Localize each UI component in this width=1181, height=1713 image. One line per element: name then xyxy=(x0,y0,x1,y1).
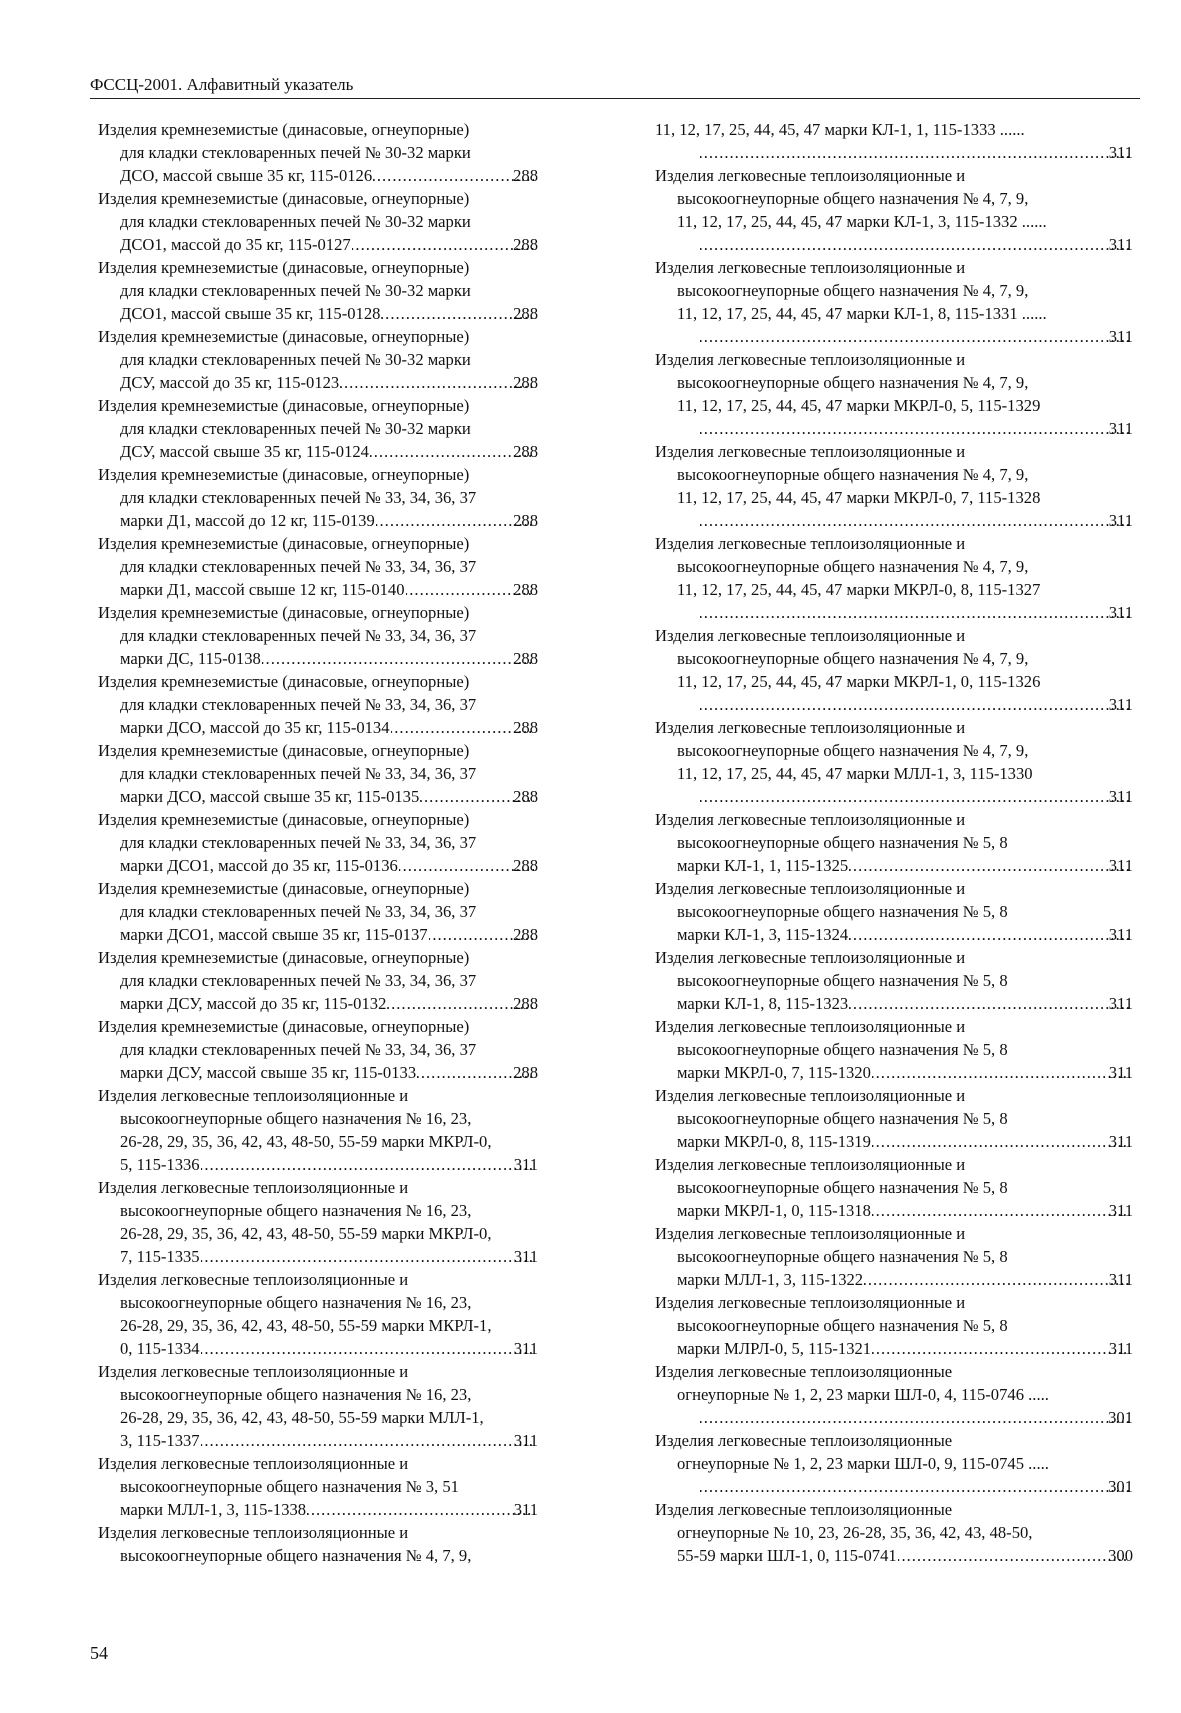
index-entry-leader xyxy=(120,716,538,739)
index-entry xyxy=(98,1268,538,1360)
index-entry-line: 11, 12, 17, 25, 44, 45, 47 марки МЛЛ-1, 3, 115-1330 xyxy=(677,764,1033,783)
index-page-ref: 288 xyxy=(513,1063,538,1082)
index-entry-line: высокоогнеупорные общего назначения № 5, 8 xyxy=(677,1178,1008,1197)
index-entry-line: высокоогнеупорные общего назначения № 4, 7, 9, xyxy=(677,649,1029,668)
dot-leader xyxy=(898,1544,1129,1567)
index-entry-line: высокоогнеупорные общего назначения № 5, 8 xyxy=(677,1316,1008,1335)
index-entry-line: для кладки стекловаренных печей № 33, 34, 36, 37 xyxy=(120,557,477,576)
index-column-left xyxy=(98,118,538,1567)
index-entry xyxy=(655,440,1133,532)
dot-leader xyxy=(201,1153,535,1176)
index-entry-line: Изделия кремнеземистые (динасовые, огнеупорные) xyxy=(98,672,470,691)
index-entry-line: высокоогнеупорные общего назначения № 4, 7, 9, xyxy=(677,373,1029,392)
index-entry-line: Изделия легковесные теплоизоляционные и xyxy=(98,1086,409,1105)
index-entry xyxy=(655,1291,1133,1360)
index-entry-line: Изделия кремнеземистые (динасовые, огнеупорные) xyxy=(98,603,470,622)
index-entry-tail: марки ДСО, массой до 35 кг, 115-0134 xyxy=(120,718,390,737)
index-entry xyxy=(655,716,1133,808)
dot-leader xyxy=(262,647,534,670)
index-entry xyxy=(655,1015,1133,1084)
index-entry-tail: марки МЛЛ-1, 3, 115-1338 xyxy=(120,1500,307,1519)
index-entry-leader xyxy=(120,509,538,532)
index-entry-line: 26-28, 29, 35, 36, 42, 43, 48-50, 55-59 марки МКРЛ-0, xyxy=(120,1132,492,1151)
index-entry-line: высокоогнеупорные общего назначения № 4, 7, 9, xyxy=(677,741,1029,760)
index-page-ref: 311 xyxy=(1108,1270,1133,1289)
index-page-ref: 311 xyxy=(1108,419,1133,438)
index-entry-line: Изделия легковесные теплоизоляционные и xyxy=(655,626,966,645)
dot-leader xyxy=(700,141,1130,164)
index-entry-line: Изделия кремнеземистые (динасовые, огнеупорные) xyxy=(98,1017,470,1036)
index-entry-tail: марки МКРЛ-0, 8, 115-1319 xyxy=(677,1132,871,1151)
index-entry-leader xyxy=(120,785,538,808)
index-page-ref: 311 xyxy=(1108,1201,1133,1220)
index-entry-leader xyxy=(677,1268,1133,1291)
index-entry xyxy=(98,1176,538,1268)
index-entry-leader xyxy=(677,785,1133,808)
index-page-ref: 288 xyxy=(513,235,538,254)
dot-leader xyxy=(864,1268,1130,1291)
index-entry xyxy=(98,946,538,1015)
index-entry xyxy=(655,1498,1133,1567)
index-column-right xyxy=(655,118,1133,1567)
index-entry-line: Изделия легковесные теплоизоляционные и xyxy=(98,1523,409,1542)
index-entry-line: высокоогнеупорные общего назначения № 5, 8 xyxy=(677,1247,1008,1266)
index-page-ref: 311 xyxy=(1108,695,1133,714)
index-page-ref: 311 xyxy=(1108,787,1133,806)
index-entry xyxy=(98,739,538,808)
index-entry-line: высокоогнеупорные общего назначения № 4, 7, 9, xyxy=(677,281,1029,300)
index-entry-line: Изделия легковесные теплоизоляционные и xyxy=(98,1454,409,1473)
index-entry-line: для кладки стекловаренных печей № 33, 34, 36, 37 xyxy=(120,764,477,783)
index-entry-line: 11, 12, 17, 25, 44, 45, 47 марки МКРЛ-1, 0, 115-1326 xyxy=(677,672,1041,691)
index-page-ref: 300 xyxy=(1108,1546,1133,1565)
index-entry-line: Изделия легковесные теплоизоляционные и xyxy=(655,1155,966,1174)
index-entry-tail: марки КЛ-1, 1, 115-1325 xyxy=(677,856,849,875)
index-page-ref: 288 xyxy=(513,994,538,1013)
index-entry xyxy=(98,463,538,532)
index-entry xyxy=(655,624,1133,716)
index-entry-line: высокоогнеупорные общего назначения № 5, 8 xyxy=(677,971,1008,990)
index-entry-tail: ДСО, массой свыше 35 кг, 115-0126 xyxy=(120,166,373,185)
index-entry-line: высокоогнеупорные общего назначения № 16, 23, xyxy=(120,1385,472,1404)
index-entry xyxy=(98,601,538,670)
index-entry-line: высокоогнеупорные общего назначения № 5, 8 xyxy=(677,902,1008,921)
index-entry-leader xyxy=(120,1061,538,1084)
header-title: ФССЦ-2001. Алфавитный указатель xyxy=(90,75,354,94)
index-entry-line: Изделия легковесные теплоизоляционные и xyxy=(655,879,966,898)
index-entry-line: Изделия кремнеземистые (динасовые, огнеупорные) xyxy=(98,948,470,967)
dot-leader xyxy=(201,1337,535,1360)
index-entry-tail: 5, 115-1336 xyxy=(120,1155,200,1174)
index-entry-leader xyxy=(120,1245,538,1268)
index-entry-line: Изделия легковесные теплоизоляционные и xyxy=(655,1017,966,1036)
index-page-ref: 311 xyxy=(513,1247,538,1266)
index-entry xyxy=(98,1360,538,1452)
index-page-ref: 288 xyxy=(513,856,538,875)
index-entry xyxy=(655,1222,1133,1291)
index-page-ref: 311 xyxy=(513,1339,538,1358)
index-entry-leader xyxy=(120,992,538,1015)
dot-leader xyxy=(700,693,1130,716)
index-page-ref: 288 xyxy=(513,925,538,944)
index-entry-line: для кладки стекловаренных печей № 30-32 марки xyxy=(120,350,471,369)
index-entry-line: Изделия кремнеземистые (динасовые, огнеупорные) xyxy=(98,327,470,346)
index-entry xyxy=(655,808,1133,877)
index-entry-tail: марки КЛ-1, 3, 115-1324 xyxy=(677,925,849,944)
dot-leader xyxy=(700,601,1130,624)
index-entry-line: Изделия легковесные теплоизоляционные и xyxy=(655,258,966,277)
index-page-ref: 288 xyxy=(513,649,538,668)
index-entry xyxy=(98,532,538,601)
index-entry-line: Изделия легковесные теплоизоляционные и xyxy=(655,166,966,185)
dot-leader xyxy=(700,325,1130,348)
index-entry-tail: 55-59 марки ШЛ-1, 0, 115-0741 xyxy=(677,1546,897,1565)
index-entry-line: Изделия легковесные теплоизоляционные и xyxy=(655,1293,966,1312)
index-page-ref: 288 xyxy=(513,787,538,806)
index-entry-line: Изделия легковесные теплоизоляционные и xyxy=(655,810,966,829)
index-entry-leader xyxy=(677,1199,1133,1222)
index-entry-leader xyxy=(677,923,1133,946)
index-entry-leader xyxy=(677,1475,1133,1498)
index-entry-tail: марки ДСО1, массой до 35 кг, 115-0136 xyxy=(120,856,398,875)
index-page-ref: 311 xyxy=(513,1500,538,1519)
index-entry xyxy=(98,394,538,463)
index-entry-tail: марки Д1, массой до 12 кг, 115-0139 xyxy=(120,511,375,530)
index-entry-line: Изделия легковесные теплоизоляционные и xyxy=(655,1224,966,1243)
index-entry-line: высокоогнеупорные общего назначения № 3, 51 xyxy=(120,1477,459,1496)
index-entry-line: для кладки стекловаренных печей № 33, 34, 36, 37 xyxy=(120,488,477,507)
index-entry-line: 11, 12, 17, 25, 44, 45, 47 марки КЛ-1, 3, 115-1332 ...... xyxy=(677,212,1047,231)
index-entry xyxy=(655,118,1133,164)
index-entry-tail: марки ДСО, массой свыше 35 кг, 115-0135 xyxy=(120,787,420,806)
index-entry-line: Изделия кремнеземистые (динасовые, огнеупорные) xyxy=(98,396,470,415)
index-page-ref: 311 xyxy=(1108,235,1133,254)
index-entry-leader xyxy=(120,1498,538,1521)
index-entry xyxy=(98,670,538,739)
index-entry-line: 26-28, 29, 35, 36, 42, 43, 48-50, 55-59 марки МЛЛ-1, xyxy=(120,1408,484,1427)
dot-leader xyxy=(381,302,534,325)
index-entry-line: для кладки стекловаренных печей № 30-32 марки xyxy=(120,143,471,162)
index-entry-tail: марки ДСО1, массой свыше 35 кг, 115-0137 xyxy=(120,925,428,944)
dot-leader xyxy=(849,854,1130,877)
index-entry-line: Изделия легковесные теплоизоляционные и xyxy=(655,948,966,967)
index-entry-line: 11, 12, 17, 25, 44, 45, 47 марки МКРЛ-0, 5, 115-1329 xyxy=(677,396,1041,415)
index-entry-line: высокоогнеупорные общего назначения № 4, 7, 9, xyxy=(120,1546,472,1565)
index-entry-leader xyxy=(120,1337,538,1360)
index-entry-leader xyxy=(677,1061,1133,1084)
dot-leader xyxy=(700,509,1130,532)
index-entry xyxy=(655,877,1133,946)
dot-leader xyxy=(700,417,1130,440)
index-page-ref: 288 xyxy=(513,718,538,737)
dot-leader xyxy=(352,233,534,256)
index-entry xyxy=(98,118,538,187)
index-entry-line: высокоогнеупорные общего назначения № 4, 7, 9, xyxy=(677,465,1029,484)
index-entry-leader xyxy=(120,578,538,601)
index-entry-leader xyxy=(677,233,1133,256)
dot-leader xyxy=(201,1245,535,1268)
index-entry-line: Изделия кремнеземистые (динасовые, огнеупорные) xyxy=(98,879,470,898)
index-entry-leader xyxy=(677,1130,1133,1153)
index-entry-line: Изделия легковесные теплоизоляционные и xyxy=(655,1086,966,1105)
index-entry-leader xyxy=(677,509,1133,532)
index-page-ref: 301 xyxy=(1108,1477,1133,1496)
index-page-ref: 311 xyxy=(1108,1132,1133,1151)
index-entry-tail: марки ДСУ, массой свыше 35 кг, 115-0133 xyxy=(120,1063,417,1082)
index-entry-leader xyxy=(120,233,538,256)
index-entry xyxy=(655,1084,1133,1153)
index-entry-line: для кладки стекловаренных печей № 33, 34, 36, 37 xyxy=(120,971,477,990)
index-entry-line: Изделия кремнеземистые (динасовые, огнеупорные) xyxy=(98,120,470,139)
index-page-ref: 301 xyxy=(1108,1408,1133,1427)
index-entry-line: огнеупорные № 1, 2, 23 марки ШЛ-0, 4, 115-0746 ..... xyxy=(677,1385,1049,1404)
dot-leader xyxy=(872,1337,1130,1360)
index-entry-line: 11, 12, 17, 25, 44, 45, 47 марки КЛ-1, 8, 115-1331 ...... xyxy=(677,304,1047,323)
index-entry-leader xyxy=(120,647,538,670)
index-entry-leader xyxy=(677,693,1133,716)
index-entry-leader xyxy=(677,992,1133,1015)
index-entry-tail: марки Д1, массой свыше 12 кг, 115-0140 xyxy=(120,580,405,599)
index-page-ref: 288 xyxy=(513,373,538,392)
index-entry-leader xyxy=(120,164,538,187)
dot-leader xyxy=(340,371,534,394)
dot-leader xyxy=(849,923,1130,946)
index-entry-line: высокоогнеупорные общего назначения № 5, 8 xyxy=(677,1040,1008,1059)
index-entry-line: огнеупорные № 10, 23, 26-28, 35, 36, 42, 43, 48-50, xyxy=(677,1523,1033,1542)
index-entry-line: Изделия легковесные теплоизоляционные и xyxy=(655,442,966,461)
index-entry-line: Изделия кремнеземистые (динасовые, огнеупорные) xyxy=(98,465,470,484)
index-page-ref: 311 xyxy=(1108,511,1133,530)
dot-leader xyxy=(872,1061,1130,1084)
index-entry-leader xyxy=(677,601,1133,624)
index-entry-line: 11, 12, 17, 25, 44, 45, 47 марки КЛ-1, 1, 115-1333 ...... xyxy=(655,120,1025,139)
dot-leader xyxy=(872,1199,1130,1222)
index-entry-leader xyxy=(677,1406,1133,1429)
index-entry-line: 26-28, 29, 35, 36, 42, 43, 48-50, 55-59 марки МКРЛ-0, xyxy=(120,1224,492,1243)
index-entry-tail: 0, 115-1334 xyxy=(120,1339,200,1358)
index-entry-line: Изделия легковесные теплоизоляционные и xyxy=(98,1362,409,1381)
index-entry-tail: марки МКРЛ-1, 0, 115-1318 xyxy=(677,1201,871,1220)
dot-leader xyxy=(201,1429,535,1452)
index-page-ref: 311 xyxy=(1108,1063,1133,1082)
dot-leader xyxy=(700,1475,1129,1498)
dot-leader xyxy=(700,785,1130,808)
index-entry xyxy=(98,1521,538,1567)
index-page-ref: 288 xyxy=(513,304,538,323)
index-page-ref: 311 xyxy=(513,1155,538,1174)
index-entry-line: высокоогнеупорные общего назначения № 5, 8 xyxy=(677,1109,1008,1128)
index-entry xyxy=(98,877,538,946)
index-entry-line: для кладки стекловаренных печей № 30-32 марки xyxy=(120,281,471,300)
index-page-ref: 288 xyxy=(513,442,538,461)
index-entry-line: для кладки стекловаренных печей № 33, 34, 36, 37 xyxy=(120,902,477,921)
index-entry-tail: марки КЛ-1, 8, 115-1323 xyxy=(677,994,849,1013)
index-entry-line: 26-28, 29, 35, 36, 42, 43, 48-50, 55-59 марки МКРЛ-1, xyxy=(120,1316,492,1335)
index-entry-leader xyxy=(677,141,1133,164)
index-entry xyxy=(98,1015,538,1084)
index-entry-leader xyxy=(120,923,538,946)
index-page-ref: 311 xyxy=(1108,143,1133,162)
index-page-ref: 311 xyxy=(513,1431,538,1450)
index-entry-leader xyxy=(120,440,538,463)
index-entry-line: Изделия легковесные теплоизоляционные xyxy=(655,1431,953,1450)
index-entry-line: высокоогнеупорные общего назначения № 16, 23, xyxy=(120,1293,472,1312)
dot-leader xyxy=(387,992,534,1015)
index-entry-line: высокоогнеупорные общего назначения № 5, 8 xyxy=(677,833,1008,852)
index-entry xyxy=(98,187,538,256)
index-entry-line: Изделия легковесные теплоизоляционные и xyxy=(655,534,966,553)
index-entry-line: высокоогнеупорные общего назначения № 4, 7, 9, xyxy=(677,557,1029,576)
index-entry-line: для кладки стекловаренных печей № 30-32 марки xyxy=(120,419,471,438)
index-entry-line: Изделия кремнеземистые (динасовые, огнеупорные) xyxy=(98,189,470,208)
index-entry-line: Изделия кремнеземистые (динасовые, огнеупорные) xyxy=(98,258,470,277)
index-entry xyxy=(655,1360,1133,1429)
index-entry xyxy=(655,532,1133,624)
index-entry-tail: марки ДСУ, массой до 35 кг, 115-0132 xyxy=(120,994,387,1013)
dot-leader xyxy=(700,233,1130,256)
index-entry-tail: марки МКРЛ-0, 7, 115-1320 xyxy=(677,1063,871,1082)
index-entry-line: 11, 12, 17, 25, 44, 45, 47 марки МКРЛ-0, 8, 115-1327 xyxy=(677,580,1041,599)
index-entry-tail: ДСО1, массой до 35 кг, 115-0127 xyxy=(120,235,351,254)
index-entry-line: для кладки стекловаренных печей № 33, 34, 36, 37 xyxy=(120,626,477,645)
dot-leader xyxy=(376,509,534,532)
index-entry-tail: ДСО1, массой свыше 35 кг, 115-0128 xyxy=(120,304,381,323)
index-entry-line: для кладки стекловаренных печей № 33, 34, 36, 37 xyxy=(120,695,477,714)
index-page-ref: 288 xyxy=(513,511,538,530)
index-entry xyxy=(655,164,1133,256)
index-entry xyxy=(98,1084,538,1176)
index-entry xyxy=(655,256,1133,348)
index-entry xyxy=(98,1452,538,1521)
index-entry-tail: ДСУ, массой до 35 кг, 115-0123 xyxy=(120,373,340,392)
index-entry-line: для кладки стекловаренных печей № 33, 34, 36, 37 xyxy=(120,1040,477,1059)
index-entry-line: Изделия легковесные теплоизоляционные и xyxy=(655,718,966,737)
index-entry-tail: марки МЛЛ-1, 3, 115-1322 xyxy=(677,1270,864,1289)
dot-leader xyxy=(307,1498,535,1521)
index-entry-line: 11, 12, 17, 25, 44, 45, 47 марки МКРЛ-0, 7, 115-1328 xyxy=(677,488,1041,507)
index-entry xyxy=(655,946,1133,1015)
dot-leader xyxy=(849,992,1130,1015)
index-entry-leader xyxy=(120,1153,538,1176)
index-entry-tail: 7, 115-1335 xyxy=(120,1247,200,1266)
index-entry-line: Изделия легковесные теплоизоляционные и xyxy=(98,1270,409,1289)
index-entry-tail: марки МЛРЛ-0, 5, 115-1321 xyxy=(677,1339,872,1358)
index-entry xyxy=(98,325,538,394)
index-entry-line: Изделия легковесные теплоизоляционные xyxy=(655,1362,953,1381)
dot-leader xyxy=(370,440,534,463)
index-entry-line: высокоогнеупорные общего назначения № 16, 23, xyxy=(120,1201,472,1220)
index-page-ref: 288 xyxy=(513,166,538,185)
index-entry-line: для кладки стекловаренных печей № 30-32 марки xyxy=(120,212,471,231)
index-entry-leader xyxy=(120,371,538,394)
index-entry-leader xyxy=(677,854,1133,877)
page-number: 54 xyxy=(90,1643,108,1663)
index-page-ref: 311 xyxy=(1108,994,1133,1013)
index-entry-line: высокоогнеупорные общего назначения № 4, 7, 9, xyxy=(677,189,1029,208)
index-entry-tail: 3, 115-1337 xyxy=(120,1431,200,1450)
index-entry-leader xyxy=(120,302,538,325)
running-header xyxy=(90,72,1140,99)
index-page-ref: 311 xyxy=(1108,1339,1133,1358)
index-entry-line: Изделия кремнеземистые (динасовые, огнеупорные) xyxy=(98,741,470,760)
index-entry xyxy=(655,1153,1133,1222)
index-entry-line: Изделия легковесные теплоизоляционные и xyxy=(655,350,966,369)
dot-leader xyxy=(700,1406,1129,1429)
dot-leader xyxy=(872,1130,1130,1153)
index-entry-leader xyxy=(677,1544,1133,1567)
index-entry-leader xyxy=(120,854,538,877)
index-entry xyxy=(98,808,538,877)
index-entry-line: для кладки стекловаренных печей № 33, 34, 36, 37 xyxy=(120,833,477,852)
index-page-ref: 311 xyxy=(1108,327,1133,346)
index-entry xyxy=(655,348,1133,440)
index-entry-line: Изделия легковесные теплоизоляционные и xyxy=(98,1178,409,1197)
index-page-ref: 311 xyxy=(1108,603,1133,622)
index-entry-tail: ДСУ, массой свыше 35 кг, 115-0124 xyxy=(120,442,369,461)
dot-leader xyxy=(373,164,534,187)
index-entry-line: Изделия кремнеземистые (динасовые, огнеупорные) xyxy=(98,534,470,553)
index-entry-line: высокоогнеупорные общего назначения № 16, 23, xyxy=(120,1109,472,1128)
index-entry-line: Изделия кремнеземистые (динасовые, огнеупорные) xyxy=(98,810,470,829)
index-entry-tail: марки ДС, 115-0138 xyxy=(120,649,261,668)
index-entry-line: огнеупорные № 1, 2, 23 марки ШЛ-0, 9, 115-0745 ..... xyxy=(677,1454,1049,1473)
index-entry xyxy=(655,1429,1133,1498)
index-entry-leader xyxy=(120,1429,538,1452)
index-entry-line: Изделия легковесные теплоизоляционные xyxy=(655,1500,953,1519)
index-entry-leader xyxy=(677,417,1133,440)
index-entry-leader xyxy=(677,325,1133,348)
index-entry-leader xyxy=(677,1337,1133,1360)
index-page-ref: 311 xyxy=(1108,925,1133,944)
index-page-ref: 311 xyxy=(1108,856,1133,875)
index-entry xyxy=(98,256,538,325)
index-page-ref: 288 xyxy=(513,580,538,599)
